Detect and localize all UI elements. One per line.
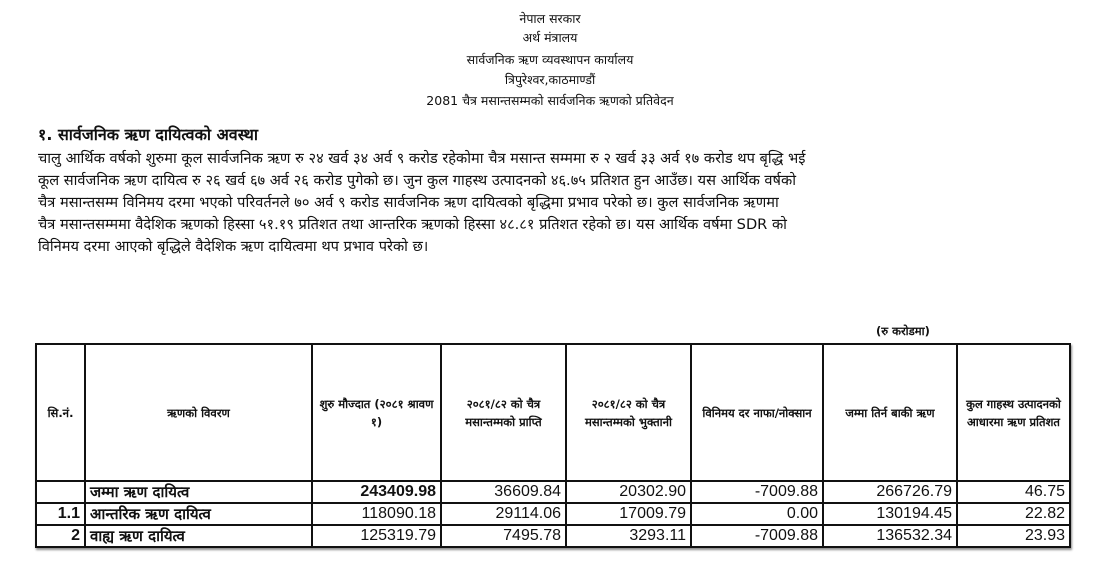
cell-sn: 2: [36, 525, 85, 547]
col-header-opening: शुरु मौज्दात (२०८१ श्रावण १): [312, 344, 441, 481]
cell-fx: -7009.88: [691, 481, 823, 503]
unit-note: (रु करोडमा): [876, 324, 930, 338]
paragraph-line: चैत्र मसान्तसम्म विनिमय दरमा भएको परिवर्तनले ७० अर्व ९ करोड सार्वजनिक ऋण दायित्वको बृद्धिमा प्रभाव परेको छ। कुल सार्वजनिक ऋणमा: [38, 194, 779, 211]
debt-table: [35, 343, 1071, 548]
cell-gdp-pct: 46.75: [957, 481, 1070, 503]
cell-sn: 1.1: [36, 503, 85, 525]
header-government: नेपाल सरकार: [519, 11, 581, 26]
cell-outstanding: 130194.45: [823, 503, 957, 525]
report-title: 2081 चैत्र मसान्तसम्मको सार्वजनिक ऋणको प्रतिवेदन: [426, 93, 674, 108]
table-row-external: [36, 525, 1070, 547]
cell-payment: 20302.90: [566, 481, 691, 503]
cell-payment: 3293.11: [566, 525, 691, 547]
col-header-sn: सि.नं.: [36, 344, 85, 481]
cell-payment: 17009.79: [566, 503, 691, 525]
table-row-total: [36, 481, 1070, 503]
col-header-fx: विनिमय दर नाफा/नोक्सान: [691, 344, 823, 481]
cell-fx: -7009.88: [691, 525, 823, 547]
cell-receipt: 29114.06: [441, 503, 566, 525]
cell-receipt: 36609.84: [441, 481, 566, 503]
col-header-description: ऋणको विवरण: [85, 344, 312, 481]
cell-fx: 0.00: [691, 503, 823, 525]
header-office: सार्वजनिक ऋण व्यवस्थापन कार्यालय: [466, 52, 634, 67]
cell-receipt: 7495.78: [441, 525, 566, 547]
paragraph-line: विनिमय दरमा आएको बृद्धिले वैदेशिक ऋण दायित्वमा थप प्रभाव परेको छ।: [38, 238, 429, 255]
header-ministry: अर्थ मंत्रालय: [522, 30, 578, 45]
table-header-row: [36, 344, 1070, 481]
paragraph-line: कूल सार्वजनिक ऋण दायित्व रु २६ खर्व ६७ अर्व २६ करोड पुगेको छ। जुन कुल गाहस्थ उत्पादनको ४६.७५ प्रतिशत हुन आउँछ। यस आर्थिक वर्षको: [38, 172, 796, 189]
cell-outstanding: 136532.34: [823, 525, 957, 547]
cell-name: जम्मा ऋण दायित्व: [85, 481, 312, 503]
cell-gdp-pct: 22.82: [957, 503, 1070, 525]
cell-gdp-pct: 23.93: [957, 525, 1070, 547]
cell-opening: 125319.79: [312, 525, 441, 547]
cell-outstanding: 266726.79: [823, 481, 957, 503]
cell-opening: 118090.18: [312, 503, 441, 525]
cell-name: वाह्य ऋण दायित्व: [85, 525, 312, 547]
paragraph-line: चालु आर्थिक वर्षको शुरुमा कूल सार्वजनिक ऋण रु २४ खर्व ३४ अर्व ९ करोड रहेकोमा चैत्र मसान्त सम्ममा रु २ खर्व ३३ अर्व १७ करोड थप बृद्धि भई: [38, 150, 806, 167]
cell-opening: 243409.98: [312, 481, 441, 503]
col-header-receipt: २०८१/८२ को चैत्र मसान्तम्मको प्राप्ति: [441, 344, 566, 481]
table-row-domestic: [36, 503, 1070, 525]
paragraph-line: चैत्र मसान्तसम्ममा वैदेशिक ऋणको हिस्सा ५१.१९ प्रतिशत तथा आन्तरिक ऋणको हिस्सा ४८.८१ प्रतिशत रहेको छ। यस आर्थिक वर्षमा SDR को: [38, 216, 787, 233]
cell-sn: [36, 481, 85, 503]
cell-name: आन्तरिक ऋण दायित्व: [85, 503, 312, 525]
section-paragraph: [38, 148, 1068, 258]
header-location: त्रिपुरेश्वर,काठमाण्डौं: [504, 72, 596, 87]
section-title: १. सार्वजनिक ऋण दायित्वको अवस्था: [38, 125, 258, 144]
col-header-outstanding: जम्मा तिर्न बाकी ऋण: [823, 344, 957, 481]
col-header-gdp-pct: कुल गाहस्थ उत्पादनको आधारमा ऋण प्रतिशत: [957, 344, 1070, 481]
col-header-payment: २०८१/८२ को चैत्र मसान्तम्मको भुक्तानी: [566, 344, 691, 481]
